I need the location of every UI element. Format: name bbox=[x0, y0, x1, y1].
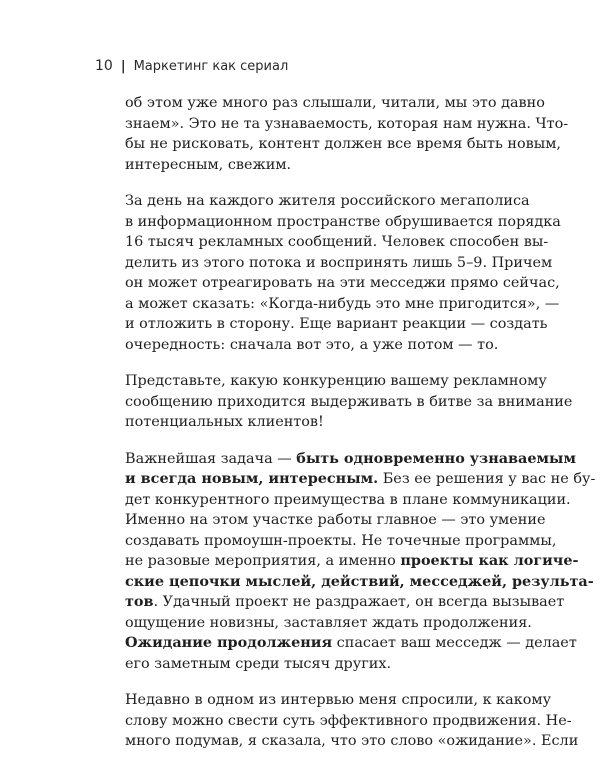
running-header bbox=[95, 58, 288, 74]
text-line bbox=[125, 335, 520, 356]
running-title: Маркетинг как сериал bbox=[133, 59, 289, 74]
text-line bbox=[125, 134, 561, 155]
text-run: слову можно свести суть эффективного продвижения. Не- bbox=[125, 712, 572, 729]
bold-text: тов bbox=[125, 593, 154, 610]
text-run: спасает ваш месседж — делает bbox=[332, 635, 577, 651]
paragraph bbox=[125, 690, 579, 752]
text-run: бы не рисковать, контент должен все время быть новым, bbox=[125, 136, 561, 152]
text-line bbox=[125, 155, 520, 176]
bold-text: и всегда новым, интересным. bbox=[125, 470, 379, 487]
text-run: он может отреагировать на эти месседжи прямо сейчас, bbox=[125, 275, 560, 291]
text-line bbox=[125, 273, 560, 294]
text-line bbox=[125, 633, 577, 654]
page-number: 10 bbox=[95, 58, 113, 74]
text-run: Недавно в одном из интервью меня спросили, к какому bbox=[125, 692, 552, 708]
text-run: и отложить в сторону. Еще вариант реакции — создать bbox=[125, 316, 548, 332]
text-line bbox=[125, 191, 530, 212]
text-line bbox=[125, 654, 520, 675]
text-run: Важнейшая задача — bbox=[125, 450, 297, 467]
text-line bbox=[125, 114, 569, 135]
paragraph bbox=[125, 191, 561, 355]
text-run: а может сказать: «Когда-нибудь это мне пригодится», — bbox=[125, 295, 560, 312]
text-line bbox=[125, 510, 546, 531]
text-line bbox=[125, 253, 553, 274]
text-run: об этом уже много раз слышали, читали, мы это давно bbox=[125, 95, 545, 111]
text-line bbox=[125, 711, 572, 732]
text-run: сообщению приходится выдерживать в битве за внимание bbox=[125, 393, 573, 410]
text-line bbox=[125, 212, 561, 233]
bold-text: быть одновременно узнаваемым bbox=[296, 449, 576, 467]
text-run: не разовые мероприятия, а именно bbox=[125, 553, 401, 569]
text-line bbox=[125, 469, 596, 490]
paragraph bbox=[125, 93, 569, 175]
text-line bbox=[125, 449, 576, 470]
text-run: интересным, свежим. bbox=[125, 156, 292, 173]
paragraph bbox=[125, 371, 573, 433]
text-run: 16 тысяч рекламных сообщений. Человек способен вы- bbox=[125, 234, 549, 250]
text-line bbox=[125, 572, 594, 593]
bold-text: ские цепочки мыслей, действий, месседжей, результа- bbox=[125, 572, 594, 590]
text-run: Именно на этом участке работы главное — это умение bbox=[125, 512, 546, 528]
text-line bbox=[125, 690, 552, 711]
text-run: дет конкурентного преимущества в плане коммуникации. bbox=[125, 491, 571, 508]
text-run: . Удачный проект не раздражает, он всегда вызывает bbox=[153, 594, 565, 610]
text-line bbox=[125, 412, 520, 433]
text-line bbox=[125, 232, 549, 253]
text-run: очередность: сначала вот это, а уже потом — то. bbox=[125, 336, 499, 353]
text-line bbox=[125, 613, 532, 634]
text-run: За день на каждого жителя российского мегаполиса bbox=[125, 193, 530, 209]
text-line bbox=[125, 490, 571, 511]
text-line bbox=[125, 314, 548, 335]
text-line bbox=[125, 371, 547, 392]
text-run: знаем». Это не та узнаваемость, которая нам нужна. Что- bbox=[125, 115, 569, 132]
header-separator: | bbox=[120, 59, 126, 74]
text-line bbox=[125, 93, 545, 114]
paragraph bbox=[125, 449, 596, 675]
text-line bbox=[125, 294, 560, 315]
text-run: потенциальных клиентов! bbox=[125, 414, 324, 430]
text-run: в информационном пространстве обрушивается порядка bbox=[125, 213, 561, 230]
text-run: делить из этого потока и воспринять лишь 5–9. Причем bbox=[125, 254, 553, 271]
body-text bbox=[125, 93, 596, 768]
text-line bbox=[125, 531, 557, 552]
bold-text: Ожидание продолжения bbox=[125, 634, 333, 651]
text-line bbox=[125, 392, 573, 413]
text-line bbox=[125, 731, 579, 752]
text-run: ощущение новизны, заставляет ждать продолжения. bbox=[125, 614, 532, 631]
bold-text: проекты как логиче- bbox=[400, 552, 579, 569]
text-run: создавать промоушн-проекты. Не точечные программы, bbox=[125, 532, 557, 549]
text-line bbox=[125, 551, 579, 572]
text-run: много подумав, я сказала, что это слово «ожидание». Если bbox=[125, 733, 579, 749]
text-run: Представьте, какую конкуренцию вашему рекламному bbox=[125, 373, 547, 389]
text-line bbox=[125, 592, 565, 613]
text-run: Без ее решения у вас не бу- bbox=[378, 471, 596, 487]
text-run: его заметным среди тысяч других. bbox=[125, 655, 392, 672]
